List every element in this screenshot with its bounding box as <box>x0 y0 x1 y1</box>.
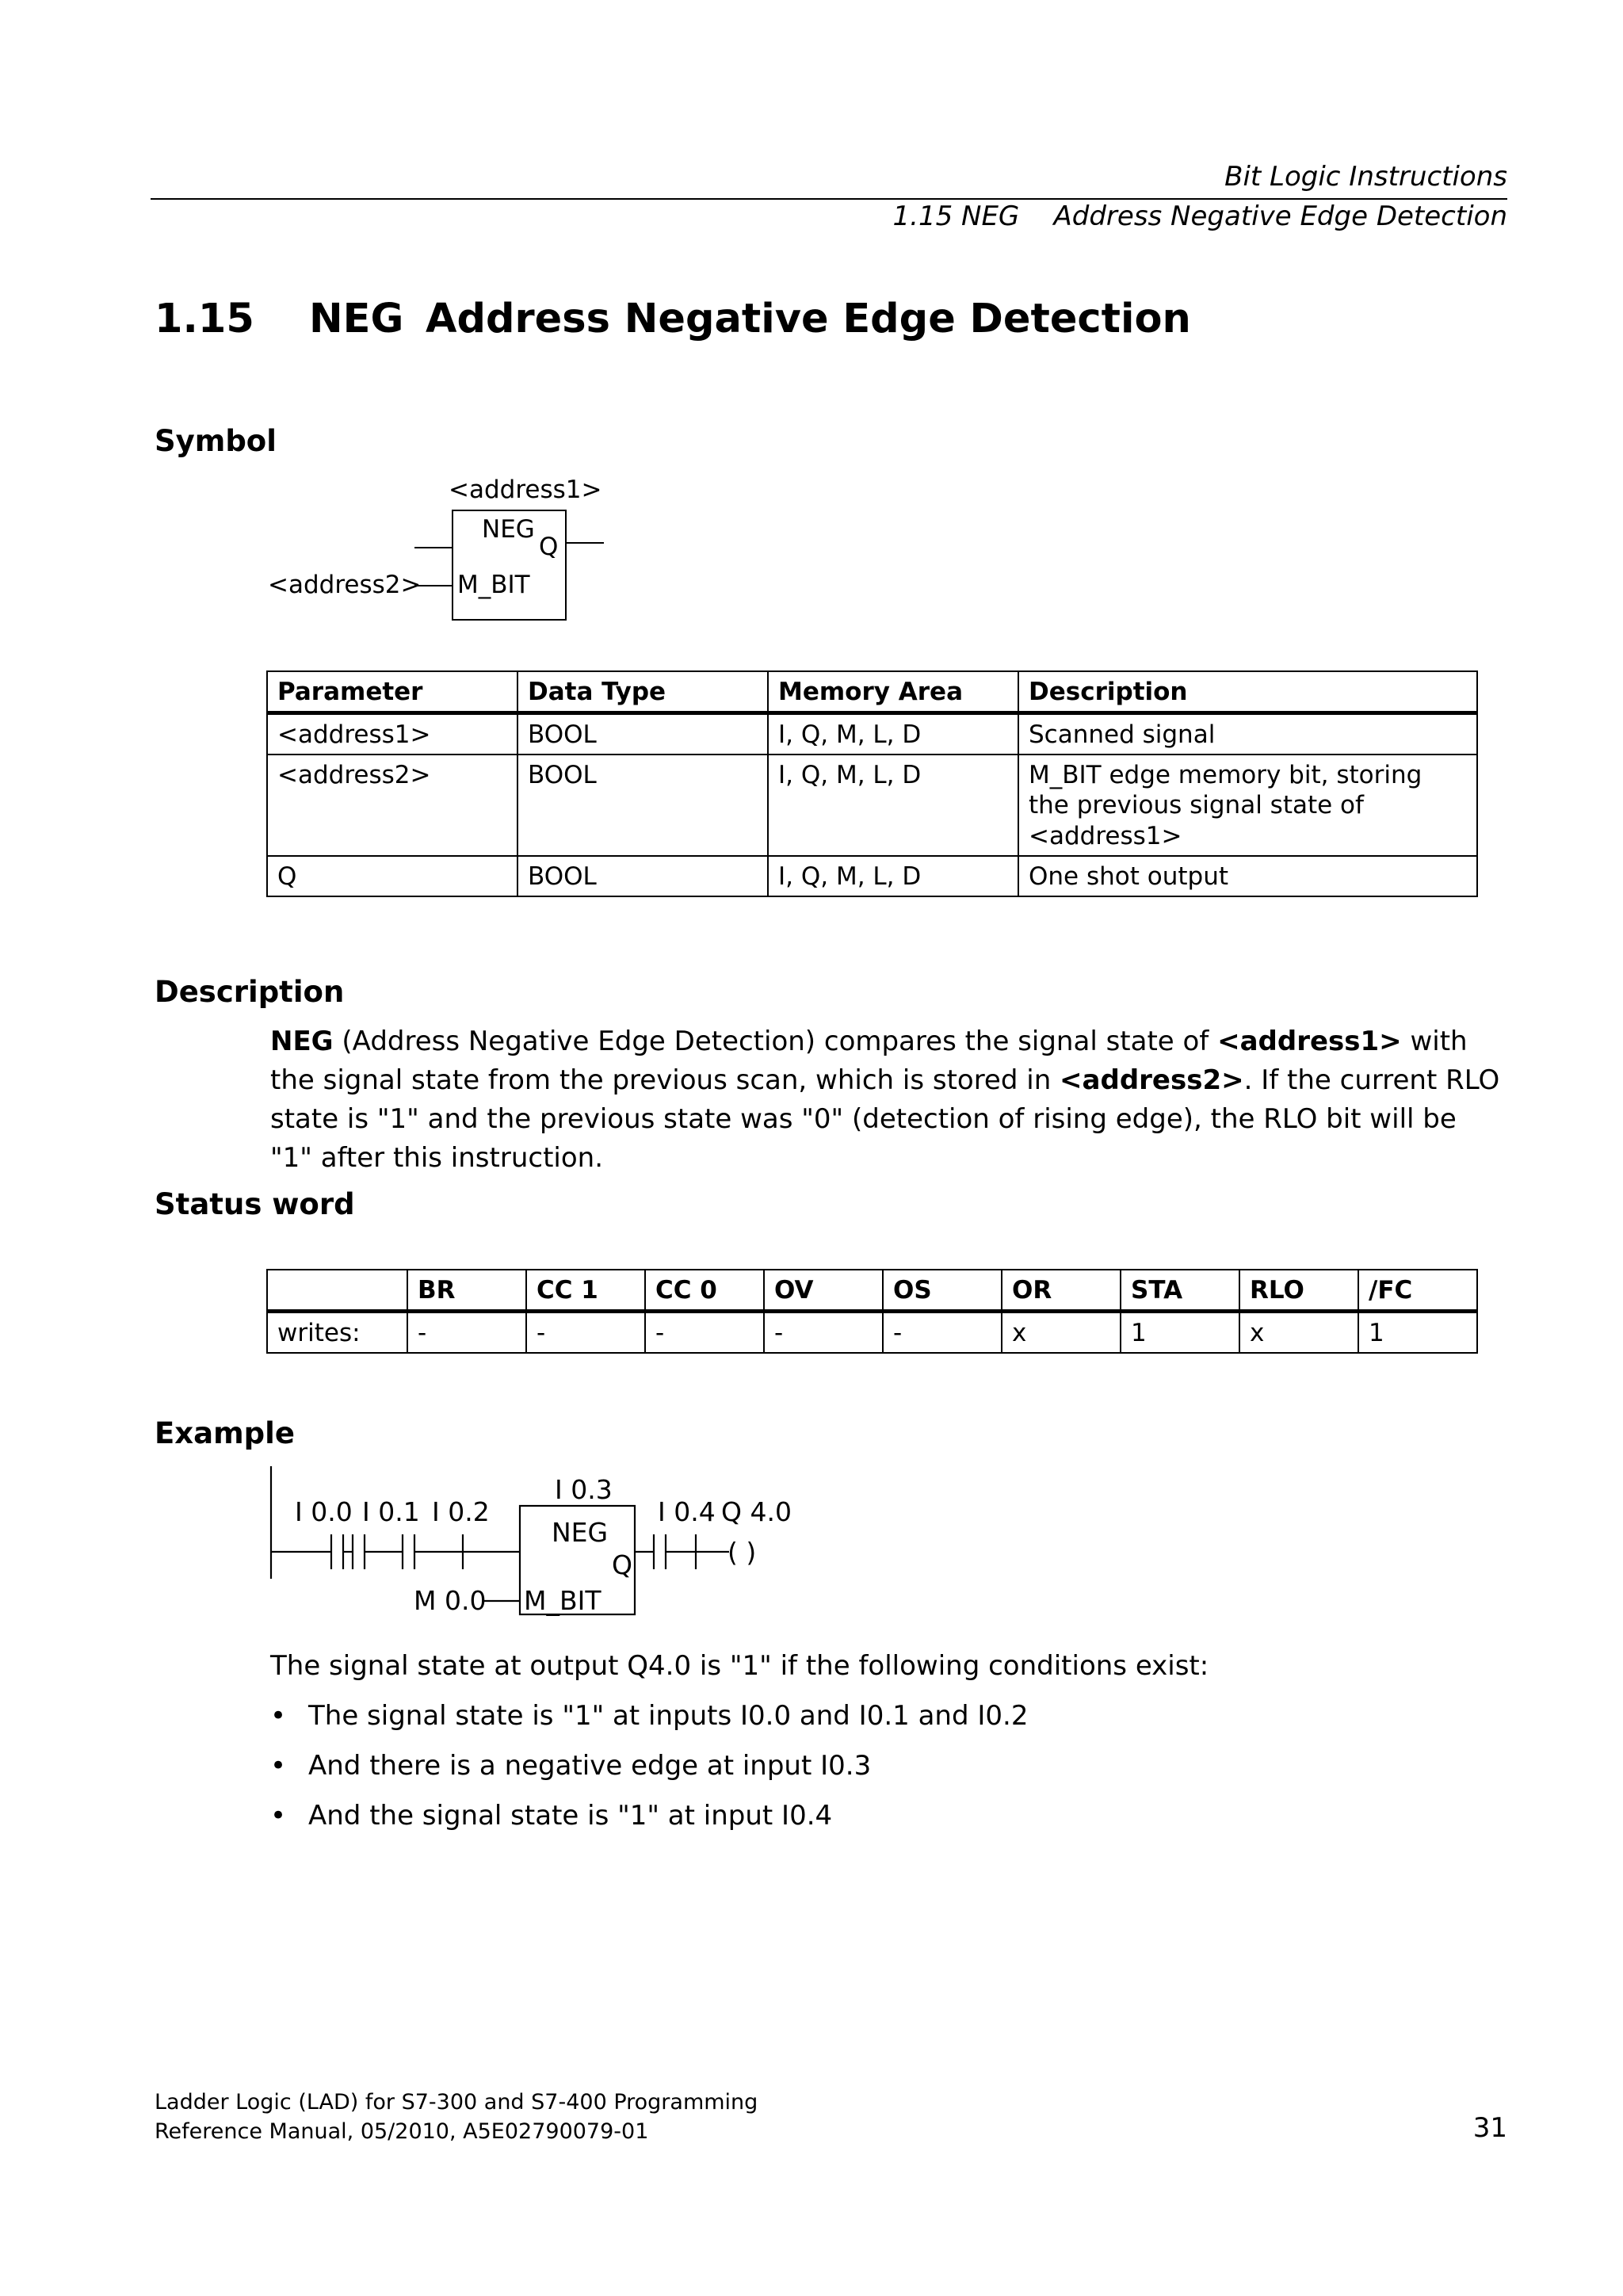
column-header: Parameter <box>267 671 517 712</box>
column-header: Description <box>1018 671 1477 712</box>
coil-symbol: ( ) <box>727 1537 757 1568</box>
table-cell: BOOL <box>517 755 768 856</box>
table-cell: - <box>526 1311 645 1352</box>
header-rule <box>151 198 1507 200</box>
description-paragraph <box>270 1022 1507 1178</box>
table-cell: BOOL <box>517 712 768 754</box>
table-cell: M_BIT edge memory bit, storing the previous signal state of <address1> <box>1018 755 1477 856</box>
column-header: OS <box>883 1270 1002 1311</box>
example-intro: The signal state at output Q4.0 is "1" if the following conditions exist: <box>270 1650 1209 1682</box>
description-text: (Address Negative Edge Detection) compares the signal state of <box>333 1026 1218 1057</box>
table-row <box>267 856 1477 896</box>
table-cell: - <box>407 1311 526 1352</box>
symbol-mbit-pin: M_BIT <box>457 571 530 599</box>
description-heading: Description <box>155 975 345 1009</box>
table-row <box>267 712 1477 754</box>
box-output-label: Q <box>612 1549 632 1580</box>
running-header-chapter: Bit Logic Instructions <box>1224 161 1507 193</box>
column-header <box>267 1270 407 1311</box>
table-cell: BOOL <box>517 856 768 896</box>
description-bold-address2: <address2> <box>1060 1064 1244 1096</box>
footer-line-2: Reference Manual, 05/2010, A5E02790079-01 <box>155 2119 649 2144</box>
parameter-table-header-row <box>267 671 1477 712</box>
table-cell: 1 <box>1358 1311 1477 1352</box>
title-text: Address Negative Edge Detection <box>426 296 1191 342</box>
column-header: CC 1 <box>526 1270 645 1311</box>
description-text: with the signal state from the previous scan, which is stored in <box>270 1026 1468 1096</box>
symbol-mbit-line <box>414 585 452 586</box>
table-cell: <address2> <box>267 755 517 856</box>
symbol-input-line <box>414 547 452 548</box>
box-address-label: I 0.3 <box>555 1474 613 1505</box>
table-cell: writes: <box>267 1311 407 1352</box>
table-cell: I, Q, M, L, D <box>768 712 1018 754</box>
symbol-output-pin: Q <box>539 533 559 561</box>
symbol-output-line <box>567 542 604 544</box>
column-header: CC 0 <box>645 1270 764 1311</box>
column-header: OR <box>1002 1270 1121 1311</box>
memory-pin-label: M_BIT <box>524 1585 601 1616</box>
list-item: • The signal state is "1" at inputs I0.0 and I0.1 and I0.2 <box>270 1696 1028 1746</box>
status-word-heading: Status word <box>155 1187 355 1221</box>
column-header: Memory Area <box>768 671 1018 712</box>
box-name-label: NEG <box>552 1517 609 1548</box>
table-cell: Q <box>267 856 517 896</box>
symbol-address2-label: <address2> <box>268 571 422 599</box>
coil-label: Q 4.0 <box>721 1496 792 1527</box>
status-word-table <box>266 1269 1478 1354</box>
table-cell: - <box>764 1311 883 1352</box>
column-header: /FC <box>1358 1270 1477 1311</box>
description-bold-address1: <address1> <box>1217 1026 1402 1057</box>
list-item: • And there is a negative edge at input I0.3 <box>270 1746 1028 1796</box>
parameter-table <box>266 670 1478 897</box>
symbol-address1-label: <address1> <box>449 476 602 504</box>
table-row <box>267 755 1477 856</box>
table-cell: <address1> <box>267 712 517 754</box>
footer-line-1: Ladder Logic (LAD) for S7-300 and S7-400 Programming <box>155 2090 758 2115</box>
contact-label: I 0.2 <box>432 1496 490 1527</box>
column-header: BR <box>407 1270 526 1311</box>
table-cell: I, Q, M, L, D <box>768 755 1018 856</box>
table-cell: One shot output <box>1018 856 1477 896</box>
table-cell: x <box>1239 1311 1358 1352</box>
memory-address-label: M 0.0 <box>414 1585 487 1616</box>
contact-label: I 0.1 <box>362 1496 420 1527</box>
table-cell: x <box>1002 1311 1121 1352</box>
table-row <box>267 1311 1477 1352</box>
contact-label: I 0.0 <box>295 1496 353 1527</box>
symbol-heading: Symbol <box>155 424 277 458</box>
column-header: OV <box>764 1270 883 1311</box>
table-cell: - <box>883 1311 1002 1352</box>
column-header: RLO <box>1239 1270 1358 1311</box>
running-header-section: 1.15 NEG Address Negative Edge Detection <box>892 201 1507 232</box>
table-cell: I, Q, M, L, D <box>768 856 1018 896</box>
description-text: . If the current RLO state is "1" and the previous state was "0" (detection of rising edge), the RLO bit will be "1" after this instruction. <box>270 1064 1500 1174</box>
symbol-box-name: NEG <box>482 515 535 544</box>
title-mnemonic: NEG <box>309 296 404 342</box>
title-number: 1.15 <box>155 296 254 342</box>
list-item: • And the signal state is "1" at input I0.4 <box>270 1796 1028 1846</box>
condition-list <box>270 1696 1028 1846</box>
column-header: STA <box>1121 1270 1239 1311</box>
example-heading: Example <box>155 1416 295 1450</box>
page-number: 31 <box>1472 2112 1507 2144</box>
contact-label: I 0.4 <box>658 1496 716 1527</box>
ladder-diagram <box>262 1466 816 1625</box>
status-word-header-row <box>267 1270 1477 1311</box>
page-title <box>155 296 1191 342</box>
table-cell: 1 <box>1121 1311 1239 1352</box>
table-cell: Scanned signal <box>1018 712 1477 754</box>
description-bold-neg: NEG <box>270 1026 334 1057</box>
table-cell: - <box>645 1311 764 1352</box>
column-header: Data Type <box>517 671 768 712</box>
